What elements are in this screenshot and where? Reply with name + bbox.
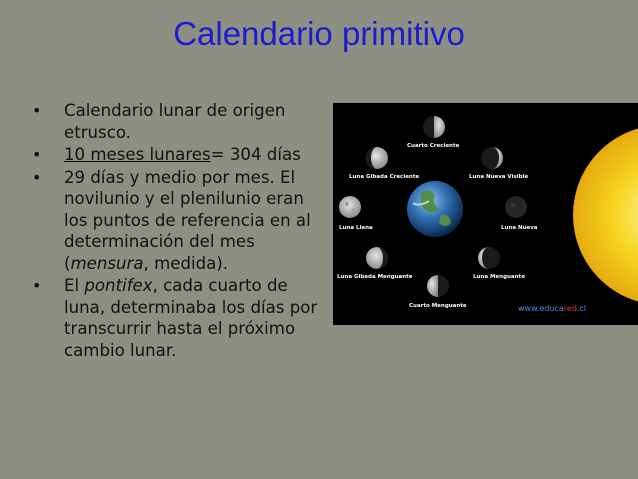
moon-nueva-icon (505, 196, 527, 218)
label-cuarto-creciente: Cuarto Creciente (407, 143, 460, 149)
bullet-icon: • (32, 167, 42, 187)
bullet-text: Calendario lunar de origen etrusco. (64, 101, 286, 142)
label-cuarto-menguante: Cuarto Menguante (409, 303, 467, 309)
slide-title: Calendario primitivo (173, 15, 465, 52)
bullet-italic: pontifex (84, 276, 153, 295)
watermark-text: www.educared.cl (518, 304, 587, 313)
bullet-icon: • (32, 101, 42, 120)
bullet-text: , medida). (143, 253, 229, 273)
moon-phases-figure (333, 103, 638, 325)
bullet-icon: • (32, 145, 42, 164)
moon-cuarto-menguante-icon (427, 275, 449, 297)
moon-nueva-visible-icon (481, 147, 503, 169)
moon-cuarto-creciente-icon (423, 116, 445, 138)
moon-llena-icon (339, 196, 361, 218)
bullet-text: , cada cuarto de luna, determinaba los días por transcurrir hasta el próximo cambio lunar. (64, 276, 318, 360)
sun-icon (573, 125, 638, 305)
label-luna-gibada-menguante: Luna Gibada Menguante (337, 274, 413, 280)
bullet-item (30, 100, 330, 143)
bullet-item (30, 144, 330, 166)
bullet-item (30, 275, 330, 361)
moon-phases-diagram (333, 103, 638, 325)
bullet-list (30, 100, 330, 362)
label-luna-nueva-visible: Luna Nueva Visible (469, 174, 529, 180)
bullet-text: 29 días y medio por mes. El novilunio y el plenilunio eran los puntos de referencia en al determinación del mes ( (64, 167, 311, 273)
label-luna-gibada-creciente: Luna Gibada Creciente (349, 174, 420, 180)
bullet-text: = 304 días (210, 145, 301, 164)
bullet-item (30, 167, 330, 275)
moon-menguante-icon (478, 247, 500, 269)
earth-icon (407, 181, 463, 237)
label-luna-nueva: Luna Nueva (501, 225, 538, 231)
moon-gibada-menguante-icon (366, 247, 388, 269)
moon-gibada-creciente-icon (366, 147, 388, 169)
bullet-icon: • (32, 276, 42, 295)
bullet-text: El (64, 276, 85, 295)
bullet-italic: mensura (70, 253, 144, 273)
label-luna-menguante: Luna Menguante (473, 274, 525, 280)
lunar-months-link[interactable]: 10 meses lunares (64, 145, 211, 164)
label-luna-llena: Luna Llena (339, 225, 373, 231)
